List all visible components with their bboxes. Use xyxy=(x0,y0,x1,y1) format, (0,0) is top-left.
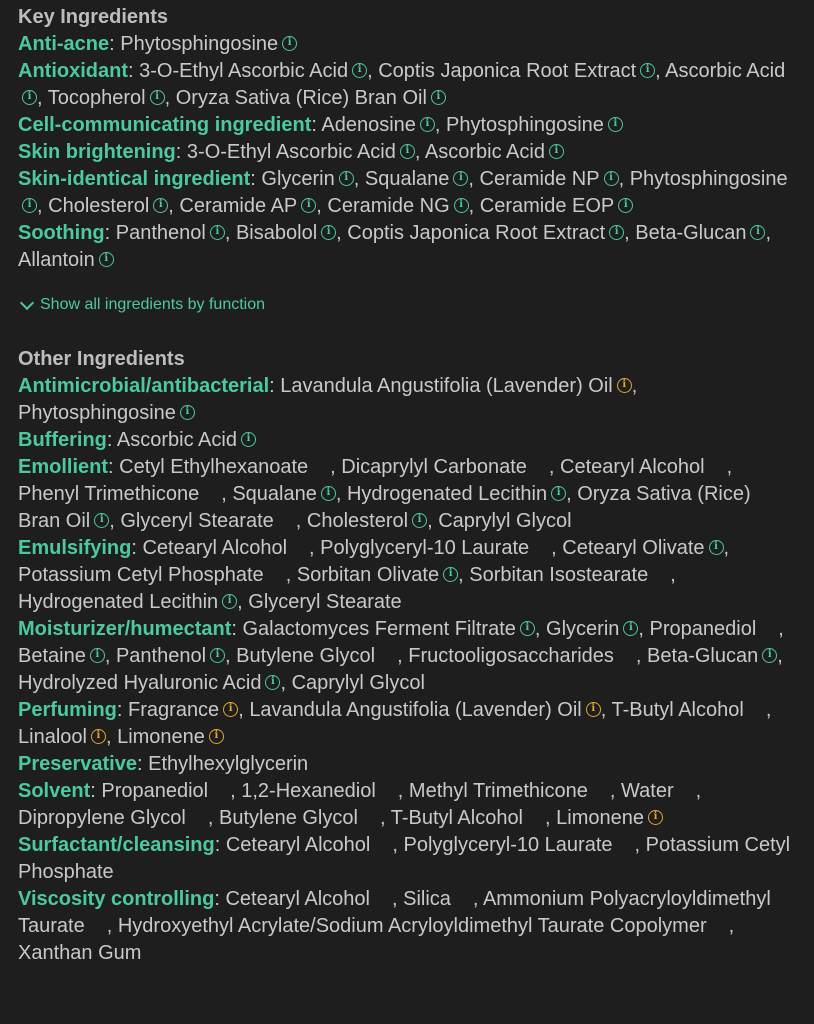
function-label[interactable]: Soothing xyxy=(18,222,105,244)
ingredient-ascorbic-acid[interactable]: Ascorbic Acid xyxy=(424,141,545,163)
info-icon[interactable]: i xyxy=(709,540,724,555)
ingredient-cetyl-ethylhexanoate[interactable]: Cetyl Ethylhexanoate xyxy=(119,456,309,478)
ingredient-beta-glucan[interactable]: Beta-Glucan xyxy=(635,222,747,244)
ingredient-water[interactable]: Water xyxy=(621,780,674,802)
info-icon[interactable]: i xyxy=(750,225,765,240)
function-group-buffering: Buffering: Ascorbic Acid i xyxy=(18,427,796,454)
ingredient-limonene[interactable]: Limonene xyxy=(556,807,644,829)
function-label[interactable]: Skin brightening xyxy=(18,141,176,163)
ingredient-phytosphingosine[interactable]: Phytosphingosine xyxy=(18,402,176,424)
info-icon[interactable]: i xyxy=(551,486,566,501)
info-icon[interactable]: i xyxy=(301,198,316,213)
warning-info-icon[interactable]: i xyxy=(209,729,224,744)
info-icon[interactable]: i xyxy=(412,513,427,528)
ingredient-butylene-glycol[interactable]: Butylene Glycol xyxy=(236,645,376,667)
ingredient-propanediol[interactable]: Propanediol xyxy=(649,618,757,640)
info-icon[interactable]: i xyxy=(321,225,336,240)
ingredient-butylene-glycol[interactable]: Butylene Glycol xyxy=(218,807,358,829)
info-icon[interactable]: i xyxy=(400,144,415,159)
info-icon[interactable]: i xyxy=(453,171,468,186)
function-group-skin-identical-ingredient: Skin-identical ingredient: Glycerin i , Squalane i , Ceramide NP i , Phytosphingosinei , Cholesterol i , Ceramide AP i , Ceramide NG i , Ceramide EOP i xyxy=(18,168,788,217)
ingredient-galactomyces-ferment-filtrate[interactable]: Galactomyces Ferment Filtrate xyxy=(242,618,516,640)
info-icon[interactable]: i xyxy=(420,117,435,132)
key-ingredients-title: Key Ingredients xyxy=(18,6,169,28)
info-icon[interactable]: i xyxy=(210,225,225,240)
info-icon[interactable]: i xyxy=(549,144,564,159)
ingredient-sorbitan-olivate[interactable]: Sorbitan Olivate xyxy=(296,564,440,586)
ingredient-ceramide-eop[interactable]: Ceramide EOP xyxy=(479,195,615,217)
info-icon[interactable]: i xyxy=(604,171,619,186)
ingredient-cholesterol[interactable]: Cholesterol xyxy=(306,510,409,532)
ingredient-glyceryl-stearate[interactable]: Glyceryl Stearate xyxy=(120,510,274,532)
info-icon[interactable]: i xyxy=(22,90,37,105)
info-icon[interactable]: i xyxy=(180,405,195,420)
function-label[interactable]: Solvent xyxy=(18,780,91,802)
ingredient-fructooligosaccharides[interactable]: Fructooligosaccharides xyxy=(408,645,614,667)
ingredient-linalool[interactable]: Linalool xyxy=(18,726,87,748)
function-group-surfactant-cleansing: Surfactant/cleansing: Cetearyl Alcohol , Polyglyceryl-10 Laurate , Potassium Cetyl Phosphate xyxy=(18,834,791,883)
ingredient-ethylhexylglycerin[interactable]: Ethylhexylglycerin xyxy=(148,753,309,775)
ingredient-ascorbic-acid[interactable]: Ascorbic Acid xyxy=(116,429,237,451)
ingredient-cetearyl-alcohol[interactable]: Cetearyl Alcohol xyxy=(225,834,371,856)
ingredient-squalane[interactable]: Squalane xyxy=(364,168,450,190)
info-icon[interactable]: i xyxy=(640,63,655,78)
info-icon[interactable]: i xyxy=(352,63,367,78)
ingredient-hydrogenated-lecithin[interactable]: Hydrogenated Lecithin xyxy=(346,483,548,505)
ingredient-silica[interactable]: Silica xyxy=(403,888,451,910)
show-all-label: Show all ingredients by function xyxy=(40,296,266,313)
ingredient-phytosphingosine[interactable]: Phytosphingosine xyxy=(446,114,604,136)
info-icon[interactable]: i xyxy=(150,90,165,105)
function-group-soothing: Soothing: Panthenol i , Bisabolol i , Coptis Japonica Root Extract i , Beta-Glucan i , Allantoin i xyxy=(18,222,772,271)
ingredient-bisabolol[interactable]: Bisabolol xyxy=(235,222,318,244)
info-icon[interactable]: i xyxy=(623,621,638,636)
ingredient-ammonium-polyacryloyldimethyl-taurate[interactable]: Ammonium Polyacryloyldimethyl Taurate xyxy=(18,888,771,937)
ingredient-3-o-ethyl-ascorbic-acid[interactable]: 3-O-Ethyl Ascorbic Acid xyxy=(139,60,349,82)
info-icon[interactable]: i xyxy=(265,675,280,690)
ingredient-t-butyl-alcohol[interactable]: T-Butyl Alcohol xyxy=(390,807,524,829)
info-icon[interactable]: i xyxy=(94,513,109,528)
ingredient-ceramide-ap[interactable]: Ceramide AP xyxy=(179,195,298,217)
ingredient-polyglyceryl-10-laurate[interactable]: Polyglyceryl-10 Laurate xyxy=(403,834,613,856)
ingredient-hydroxyethyl-acrylate-sodium-acryloyldimethyl-taurate-copolymer[interactable]: Hydroxyethyl Acrylate/Sodium Acryloyldimethyl Taurate Copolymer xyxy=(117,915,707,937)
function-label[interactable]: Antimicrobial/antibacterial xyxy=(18,375,270,397)
ingredient-caprylyl-glycol[interactable]: Caprylyl Glycol xyxy=(291,672,425,694)
ingredient-limonene[interactable]: Limonene xyxy=(117,726,205,748)
chevron-down-icon xyxy=(20,295,34,309)
ingredient-fragrance[interactable]: Fragrance xyxy=(128,699,220,721)
warning-info-icon[interactable]: i xyxy=(648,810,663,825)
ingredient-1-2-hexanediol[interactable]: 1,2-Hexanediol xyxy=(241,780,376,802)
function-label[interactable]: Moisturizer/humectant xyxy=(18,618,232,640)
ingredient-caprylyl-glycol[interactable]: Caprylyl Glycol xyxy=(438,510,572,532)
function-label[interactable]: Anti-acne xyxy=(18,33,110,55)
ingredient-3-o-ethyl-ascorbic-acid[interactable]: 3-O-Ethyl Ascorbic Acid xyxy=(186,141,396,163)
info-icon[interactable]: i xyxy=(153,198,168,213)
info-icon[interactable]: i xyxy=(609,225,624,240)
ingredient-propanediol[interactable]: Propanediol xyxy=(101,780,209,802)
other-ingredients-title: Other Ingredients xyxy=(18,348,185,370)
ingredient-panthenol[interactable]: Panthenol xyxy=(115,222,206,244)
info-icon[interactable]: i xyxy=(22,198,37,213)
info-icon[interactable]: i xyxy=(608,117,623,132)
info-icon[interactable]: i xyxy=(321,486,336,501)
ingredient-cetearyl-alcohol[interactable]: Cetearyl Alcohol xyxy=(560,456,705,478)
ingredient-cholesterol[interactable]: Cholesterol xyxy=(48,195,150,217)
function-group-perfuming: Perfuming: Fragrance i , Lavandula Angustifolia (Lavender) Oil i , T-Butyl Alcohol , Linalool i , Limonene i xyxy=(18,699,772,748)
function-group-viscosity-controlling: Viscosity controlling: Cetearyl Alcohol , Silica , Ammonium Polyacryloyldimethyl Taurate , Hydroxyethyl Acrylate/Sodium Acryloyldimethyl Taurate Copolymer , Xanthan Gum xyxy=(18,888,771,964)
ingredient-oryza-sativa-rice-bran-oil[interactable]: Oryza Sativa (Rice) Bran Oil xyxy=(175,87,427,109)
ingredient-ceramide-ng[interactable]: Ceramide NG xyxy=(327,195,450,217)
function-group-antioxidant: Antioxidant: 3-O-Ethyl Ascorbic Acid i , Coptis Japonica Root Extract i , Ascorbic Acidi , Tocopherol i , Oryza Sativa (Rice) Bran Oil i xyxy=(18,60,786,109)
ingredient-cetearyl-alcohol[interactable]: Cetearyl Alcohol xyxy=(225,888,370,910)
ingredient-betaine[interactable]: Betaine xyxy=(18,645,86,667)
ingredient-sorbitan-isostearate[interactable]: Sorbitan Isostearate xyxy=(469,564,649,586)
function-label[interactable]: Cell-communicating ingredient xyxy=(18,114,312,136)
other-ingredients-list xyxy=(18,373,796,967)
ingredient-hydrolyzed-hyaluronic-acid[interactable]: Hydrolyzed Hyaluronic Acid xyxy=(18,672,262,694)
function-label[interactable]: Surfactant/cleansing xyxy=(18,834,215,856)
ingredient-polyglyceryl-10-laurate[interactable]: Polyglyceryl-10 Laurate xyxy=(320,537,530,559)
ingredient-lavandula-angustifolia-lavender-oil[interactable]: Lavandula Angustifolia (Lavender) Oil xyxy=(249,699,582,721)
info-icon[interactable]: i xyxy=(282,36,297,51)
function-label[interactable]: Buffering xyxy=(18,429,107,451)
ingredient-dicaprylyl-carbonate[interactable]: Dicaprylyl Carbonate xyxy=(341,456,527,478)
ingredient-tocopherol[interactable]: Tocopherol xyxy=(47,87,146,109)
ingredient-coptis-japonica-root-extract[interactable]: Coptis Japonica Root Extract xyxy=(347,222,606,244)
ingredient-glycerin[interactable]: Glycerin xyxy=(261,168,335,190)
function-group-emulsifying: Emulsifying: Cetearyl Alcohol , Polyglyceryl-10 Laurate , Cetearyl Olivate i , Potassium Cetyl Phosphate , Sorbitan Olivate i , Sorbitan Isostearate , Hydrogenated Lecithin i , Glyceryl Stearate xyxy=(18,537,730,613)
ingredient-oryza-sativa-rice-bran-oil[interactable]: Oryza Sativa (Rice) Bran Oil xyxy=(18,483,751,532)
function-group-emollient: Emollient: Cetyl Ethylhexanoate , Dicaprylyl Carbonate , Cetearyl Alcohol , Phenyl Trimethicone , Squalane i , Hydrogenated Lecithin i , Oryza Sativa (Rice) Bran Oil i , Glyceryl Stearate , Cholesterol i , Caprylyl Glycol xyxy=(18,456,751,532)
ingredient-glyceryl-stearate[interactable]: Glyceryl Stearate xyxy=(248,591,402,613)
key-ingredients-list xyxy=(18,31,796,274)
warning-info-icon[interactable]: i xyxy=(91,729,106,744)
warning-info-icon[interactable]: i xyxy=(223,702,238,717)
ingredient-squalane[interactable]: Squalane xyxy=(232,483,317,505)
function-label[interactable]: Skin-identical ingredient xyxy=(18,168,251,190)
warning-info-icon[interactable]: i xyxy=(617,378,632,393)
function-label[interactable]: Viscosity controlling xyxy=(18,888,215,910)
info-icon[interactable]: i xyxy=(222,594,237,609)
info-icon[interactable]: i xyxy=(431,90,446,105)
info-icon[interactable]: i xyxy=(520,621,535,636)
ingredient-panthenol[interactable]: Panthenol xyxy=(115,645,207,667)
show-all-ingredients-button[interactable] xyxy=(18,296,796,314)
ingredient-cetearyl-olivate[interactable]: Cetearyl Olivate xyxy=(562,537,705,559)
info-icon[interactable]: i xyxy=(241,432,256,447)
ingredient-ascorbic-acid[interactable]: Ascorbic Acid xyxy=(665,60,786,82)
function-group-solvent: Solvent: Propanediol , 1,2-Hexanediol , Methyl Trimethicone , Water , Dipropylene Glycol , Butylene Glycol , T-Butyl Alcohol , Limonene i xyxy=(18,780,702,829)
ingredient-dipropylene-glycol[interactable]: Dipropylene Glycol xyxy=(18,807,186,829)
info-icon[interactable]: i xyxy=(210,648,225,663)
function-label[interactable]: Emulsifying xyxy=(18,537,132,559)
ingredient-lavandula-angustifolia-lavender-oil[interactable]: Lavandula Angustifolia (Lavender) Oil xyxy=(280,375,613,397)
function-label[interactable]: Preservative xyxy=(18,753,137,775)
ingredient-potassium-cetyl-phosphate[interactable]: Potassium Cetyl Phosphate xyxy=(18,564,264,586)
ingredient-t-butyl-alcohol[interactable]: T-Butyl Alcohol xyxy=(611,699,744,721)
function-group-anti-acne: Anti-acne: Phytosphingosine i xyxy=(18,31,796,58)
function-label[interactable]: Antioxidant xyxy=(18,60,128,82)
ingredient-hydrogenated-lecithin[interactable]: Hydrogenated Lecithin xyxy=(18,591,219,613)
info-icon[interactable]: i xyxy=(618,198,633,213)
ingredient-ceramide-np[interactable]: Ceramide NP xyxy=(479,168,600,190)
ingredient-coptis-japonica-root-extract[interactable]: Coptis Japonica Root Extract xyxy=(378,60,637,82)
ingredient-beta-glucan[interactable]: Beta-Glucan xyxy=(647,645,759,667)
ingredient-glycerin[interactable]: Glycerin xyxy=(546,618,620,640)
info-icon[interactable]: i xyxy=(339,171,354,186)
function-group-skin-brightening: Skin brightening: 3-O-Ethyl Ascorbic Acid i , Ascorbic Acid i xyxy=(18,139,796,166)
info-icon[interactable]: i xyxy=(443,567,458,582)
ingredient-allantoin[interactable]: Allantoin xyxy=(18,249,95,271)
function-group-cell-communicating-ingredient: Cell-communicating ingredient: Adenosine i , Phytosphingosine i xyxy=(18,112,796,139)
info-icon[interactable]: i xyxy=(99,252,114,267)
ingredient-xanthan-gum[interactable]: Xanthan Gum xyxy=(18,942,142,964)
info-icon[interactable]: i xyxy=(762,648,777,663)
ingredient-phytosphingosine[interactable]: Phytosphingosine xyxy=(629,168,788,190)
info-icon[interactable]: i xyxy=(454,198,469,213)
ingredient-phenyl-trimethicone[interactable]: Phenyl Trimethicone xyxy=(18,483,200,505)
ingredient-adenosine[interactable]: Adenosine xyxy=(321,114,416,136)
function-group-moisturizer-humectant: Moisturizer/humectant: Galactomyces Ferment Filtrate i , Glycerin i , Propanediol , Betaine i , Panthenol i , Butylene Glycol , Fructooligosaccharides , Beta-Glucan i , Hydrolyzed Hyaluronic Acid i , Caprylyl Glycol xyxy=(18,618,784,694)
info-icon[interactable]: i xyxy=(90,648,105,663)
ingredient-potassium-cetyl-phosphate[interactable]: Potassium Cetyl Phosphate xyxy=(18,834,791,883)
function-group-preservative: Preservative: Ethylhexylglycerin xyxy=(18,753,309,775)
ingredient-methyl-trimethicone[interactable]: Methyl Trimethicone xyxy=(408,780,588,802)
warning-info-icon[interactable]: i xyxy=(586,702,601,717)
function-label[interactable]: Emollient xyxy=(18,456,109,478)
ingredient-cetearyl-alcohol[interactable]: Cetearyl Alcohol xyxy=(142,537,288,559)
ingredient-phytosphingosine[interactable]: Phytosphingosine xyxy=(120,33,279,55)
function-label[interactable]: Perfuming xyxy=(18,699,117,721)
function-group-antimicrobial-antibacterial: Antimicrobial/antibacterial: Lavandula Angustifolia (Lavender) Oil i , Phytosphingosine i xyxy=(18,375,638,424)
